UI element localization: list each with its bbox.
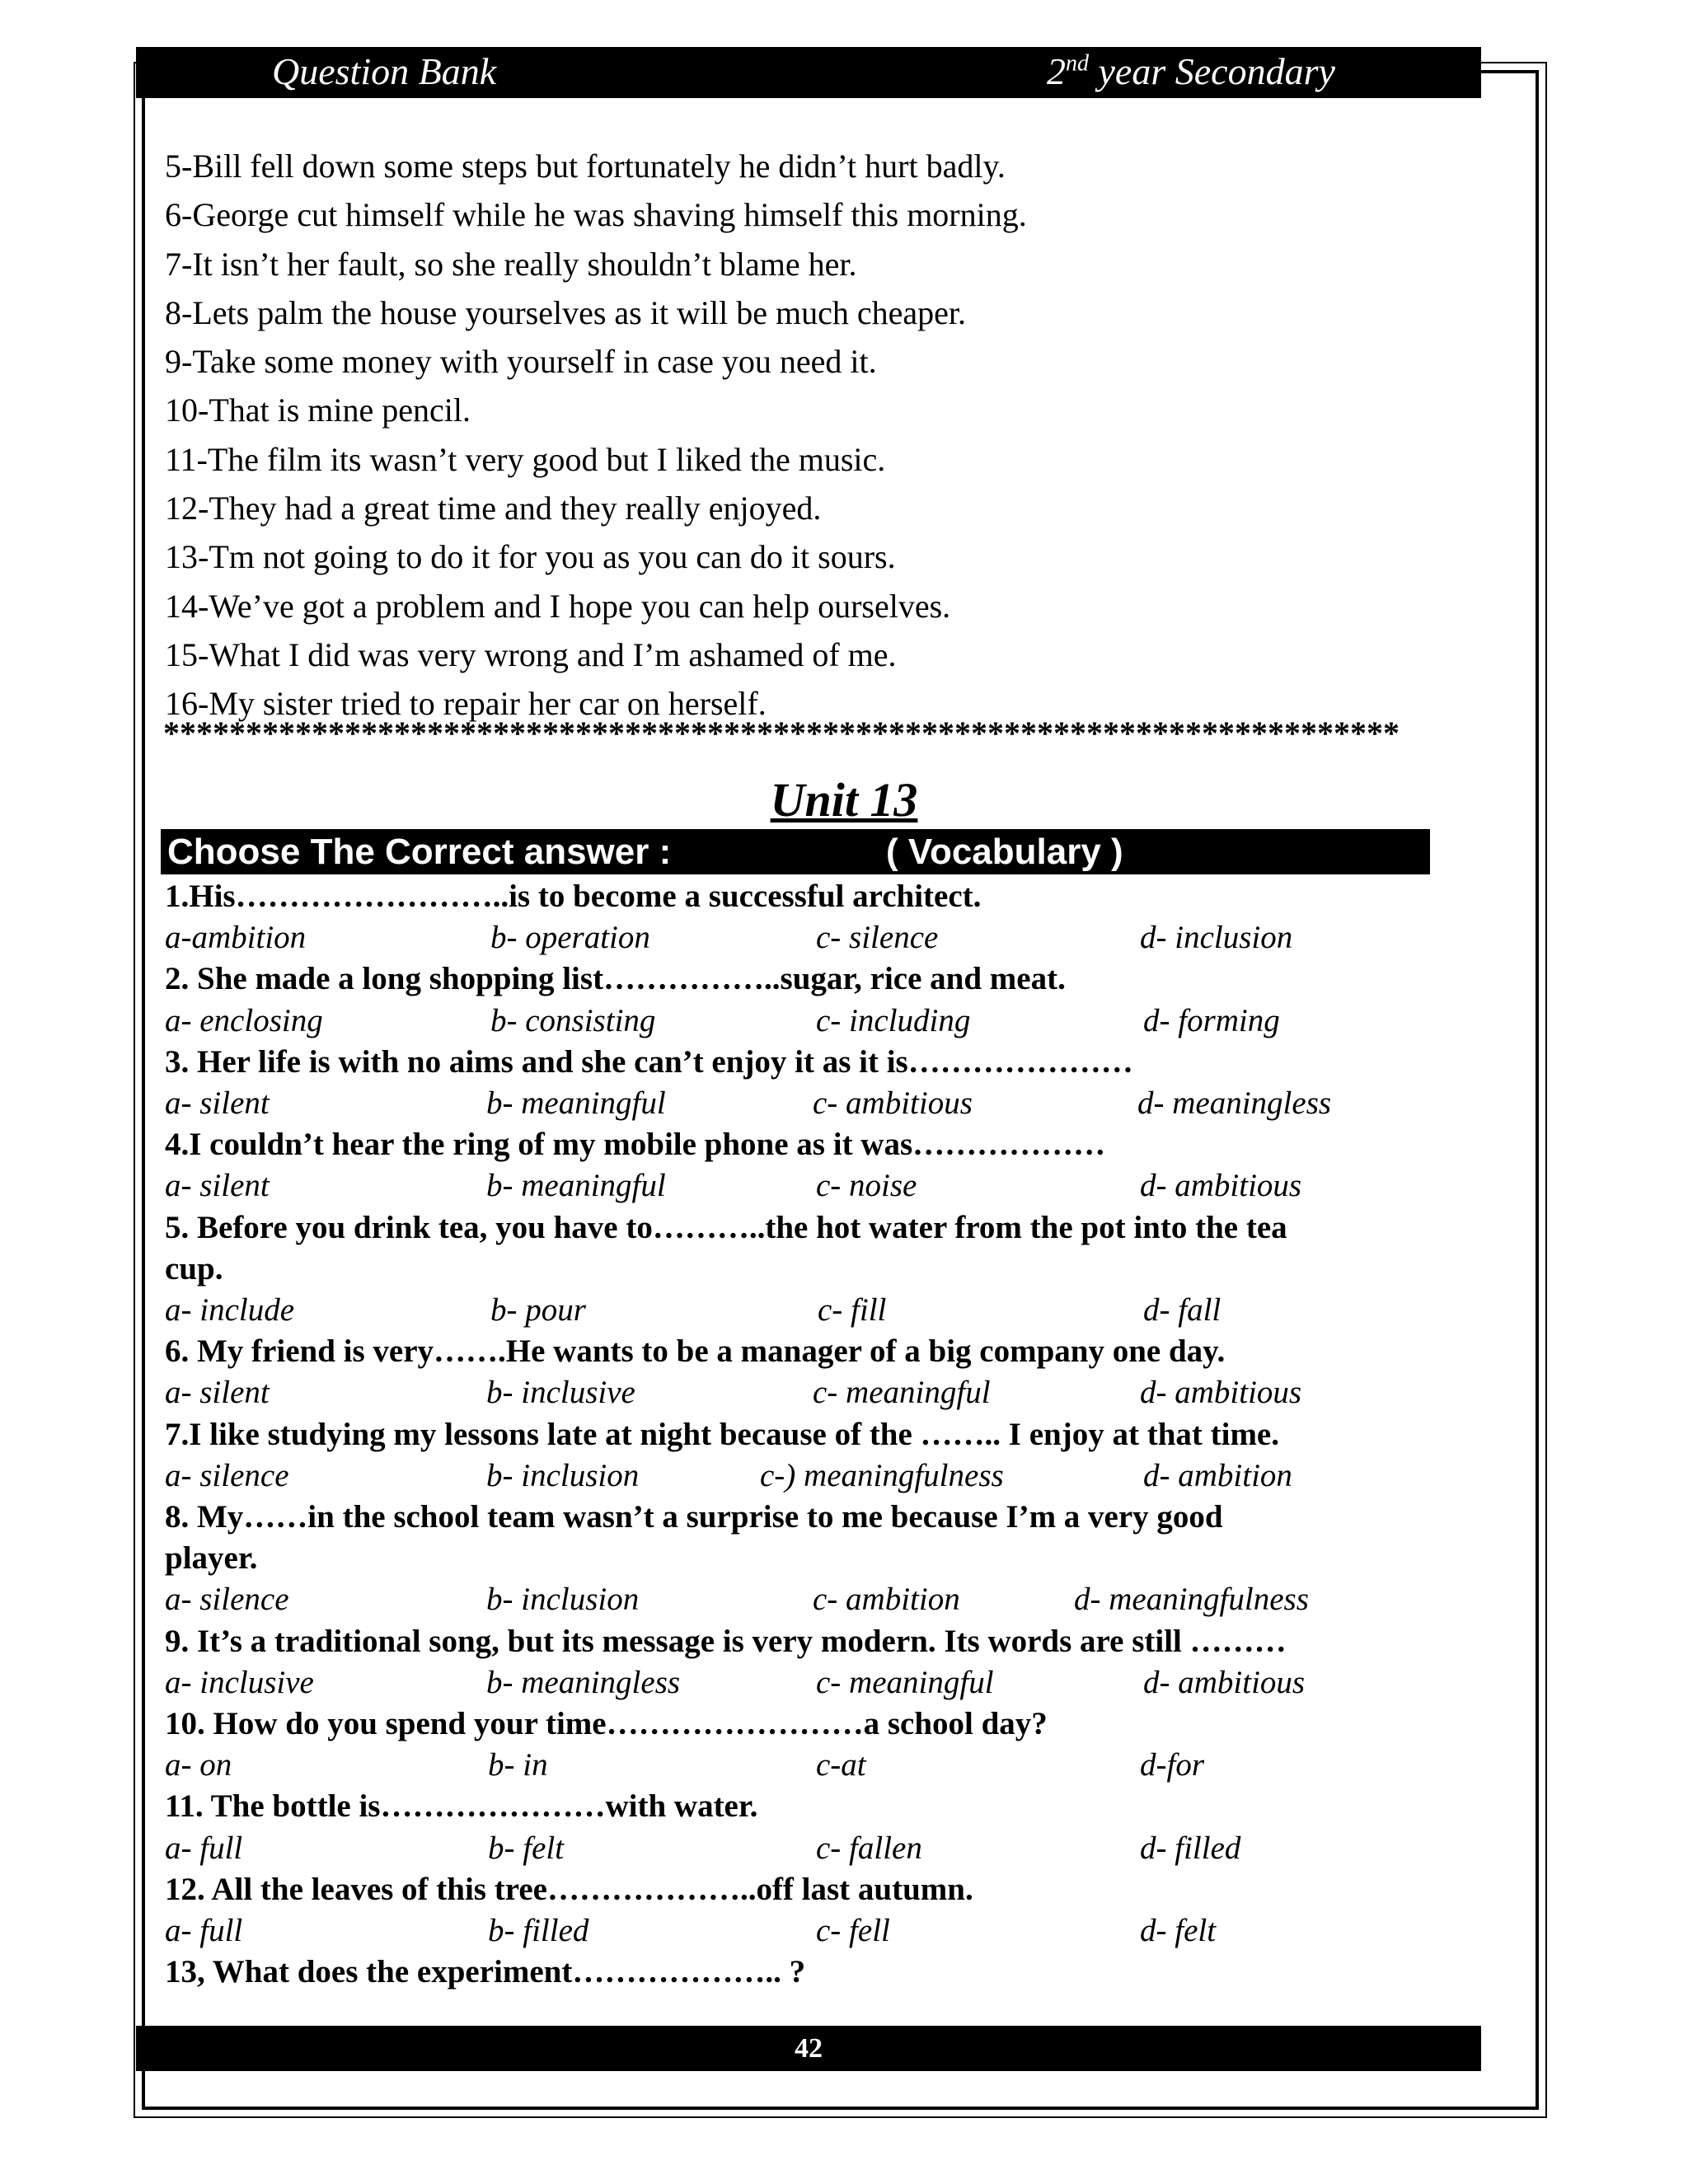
option-b: b- felt: [488, 1830, 565, 1866]
section-header: [161, 829, 1430, 874]
option-d: d- fall: [1143, 1291, 1221, 1328]
question-options: [165, 1910, 1451, 1952]
question-options: [165, 1372, 1451, 1413]
unit-title-text: Unit 13: [770, 773, 918, 827]
option-d: d- inclusion: [1140, 920, 1293, 956]
sentence-item: 16-My sister tried to repair her car on herself.: [165, 685, 767, 723]
question-text-cont: cup.: [165, 1250, 223, 1286]
option-d: d- ambitious: [1143, 1664, 1306, 1700]
question-text: 5. Before you drink tea, you have to………..the hot water from the pot into the tea: [165, 1209, 1287, 1245]
option-c: c- fill: [818, 1291, 887, 1328]
sentence-list: [165, 142, 1451, 729]
separator: ***************************************************************************: [163, 715, 1400, 752]
sentence-item: 10-That is mine pencil.: [165, 391, 471, 429]
option-a: a- include: [165, 1291, 295, 1328]
option-d: d-for: [1140, 1747, 1204, 1783]
question-options: [165, 1290, 1451, 1331]
sentence-item: 9-Take some money with yourself in case you need it.: [165, 343, 877, 381]
question-text: 9. It’s a traditional song, but its message is very modern. Its words are still ………: [165, 1623, 1287, 1659]
option-a: a- silent: [165, 1375, 270, 1411]
unit-title: [0, 772, 1688, 827]
footer-bar: [136, 2026, 1481, 2071]
option-a: a- full: [165, 1912, 243, 1948]
sentence-item: 8-Lets palm the house yourselves as it will be much cheaper.: [165, 293, 966, 331]
option-a: a- full: [165, 1830, 243, 1866]
option-b: b- inclusion: [486, 1457, 640, 1493]
option-a: a- silence: [165, 1457, 289, 1493]
question-text-cont: player.: [165, 1540, 258, 1577]
option-b: b- consisting: [490, 1002, 656, 1038]
question-text: 10. How do you spend your time……………………a school day?: [165, 1705, 1048, 1741]
option-c: c- meaningful: [816, 1664, 994, 1700]
option-b: b- inclusive: [486, 1375, 635, 1411]
option-b: b- inclusion: [486, 1582, 640, 1618]
section-category: ( Vocabulary ): [886, 832, 1123, 872]
sentence-item: 5-Bill fell down some steps but fortunately he didn’t hurt badly.: [165, 148, 1006, 185]
option-d: d- meaningfulness: [1074, 1582, 1309, 1618]
option-a: a- silent: [165, 1085, 270, 1121]
question-text: 3. Her life is with no aims and she can’t enjoy it as it is…………………: [165, 1043, 1133, 1080]
header-title: Question Bank: [272, 50, 497, 92]
option-d: d- ambitious: [1140, 1168, 1302, 1204]
option-d: d- meaningless: [1137, 1085, 1332, 1121]
sentence-item: 12-They had a great time and they really enjoyed.: [165, 490, 822, 527]
option-c: c- meaningful: [813, 1375, 991, 1411]
question-text: 8. My……in the school team wasn’t a surprise to me because I’m a very good: [165, 1498, 1223, 1535]
question-options: [165, 1455, 1451, 1497]
question-list: [165, 876, 1451, 1993]
header-grade: [1047, 49, 1335, 93]
question-text: 2. She made a long shopping list……………..sugar, rice and meat.: [165, 961, 1066, 997]
sentence-item: 13-Tm not going to do it for you as you can do it sours.: [165, 538, 896, 576]
sentence-item: 15-What I did was very wrong and I’m ashamed of me.: [165, 635, 897, 673]
question-text: 6. My friend is very…….He wants to be a manager of a big company one day.: [165, 1333, 1226, 1370]
option-d: d- ambitious: [1140, 1375, 1302, 1411]
option-c: c- including: [816, 1002, 971, 1038]
question-text: 11. The bottle is…………………with water.: [165, 1788, 758, 1825]
option-a: a- silent: [165, 1168, 270, 1204]
header-bar: [136, 47, 1481, 98]
option-a: a- inclusive: [165, 1664, 314, 1700]
option-b: b- in: [488, 1747, 548, 1783]
header-grade-text: year Secondary: [1098, 50, 1335, 92]
option-b: b- operation: [490, 920, 650, 956]
sentence-item: 11-The film its wasn’t very good but I liked the music.: [165, 440, 886, 478]
question-options: [165, 1001, 1451, 1042]
question-text: 1.His……………………..is to become a successful architect.: [165, 879, 982, 914]
option-c: c- ambitious: [813, 1085, 973, 1121]
section-instruction: Choose The Correct answer :: [167, 832, 672, 872]
question-text: 12. All the leaves of this tree………………..off last autumn.: [165, 1871, 973, 1907]
question-options: [165, 1828, 1451, 1869]
option-c: c-) meaningfulness: [760, 1457, 1004, 1493]
option-b: b- meaningful: [486, 1168, 666, 1204]
question-text: 4.I couldn’t hear the ring of my mobile phone as it was………………: [165, 1127, 1106, 1163]
option-d: d- felt: [1140, 1912, 1217, 1948]
option-d: d- forming: [1143, 1002, 1280, 1038]
option-c: c- noise: [816, 1168, 917, 1204]
sentence-item: 6-George cut himself while he was shaving himself this morning.: [165, 196, 1027, 234]
option-b: b- meaningful: [486, 1085, 666, 1121]
sentence-item: 14-We’ve got a problem and I hope you can help ourselves.: [165, 587, 951, 625]
option-a: a- enclosing: [165, 1002, 323, 1038]
option-b: b- pour: [490, 1291, 586, 1328]
question-options: [165, 1083, 1451, 1124]
sentence-item: 7-It isn’t her fault, so she really shouldn’t blame her.: [165, 245, 857, 283]
option-c: c- ambition: [813, 1582, 960, 1618]
option-d: d- ambition: [1143, 1457, 1292, 1493]
question-text: 13, What does the experiment……………….. ?: [165, 1954, 806, 1990]
option-c: c- fallen: [816, 1830, 922, 1866]
option-a: a-ambition: [165, 920, 307, 956]
option-b: b- filled: [488, 1912, 589, 1948]
header-grade-sup: nd: [1066, 50, 1089, 77]
option-d: d- filled: [1140, 1830, 1241, 1866]
option-c: c- silence: [816, 920, 939, 956]
option-c: c- fell: [816, 1912, 890, 1948]
option-a: a- silence: [165, 1582, 289, 1618]
option-a: a- on: [165, 1747, 232, 1783]
option-b: b- meaningless: [486, 1664, 681, 1700]
option-c: c-at: [816, 1747, 866, 1783]
page-number: 42: [795, 2033, 823, 2064]
question-options: [165, 1662, 1451, 1704]
question-options: [165, 1165, 1451, 1207]
question-options: [165, 1579, 1451, 1620]
question-options: [165, 917, 1451, 958]
question-options: [165, 1745, 1451, 1786]
question-text: 7.I like studying my lessons late at night because of the …….. I enjoy at that time.: [165, 1416, 1279, 1452]
header-grade-num: 2: [1047, 50, 1066, 92]
